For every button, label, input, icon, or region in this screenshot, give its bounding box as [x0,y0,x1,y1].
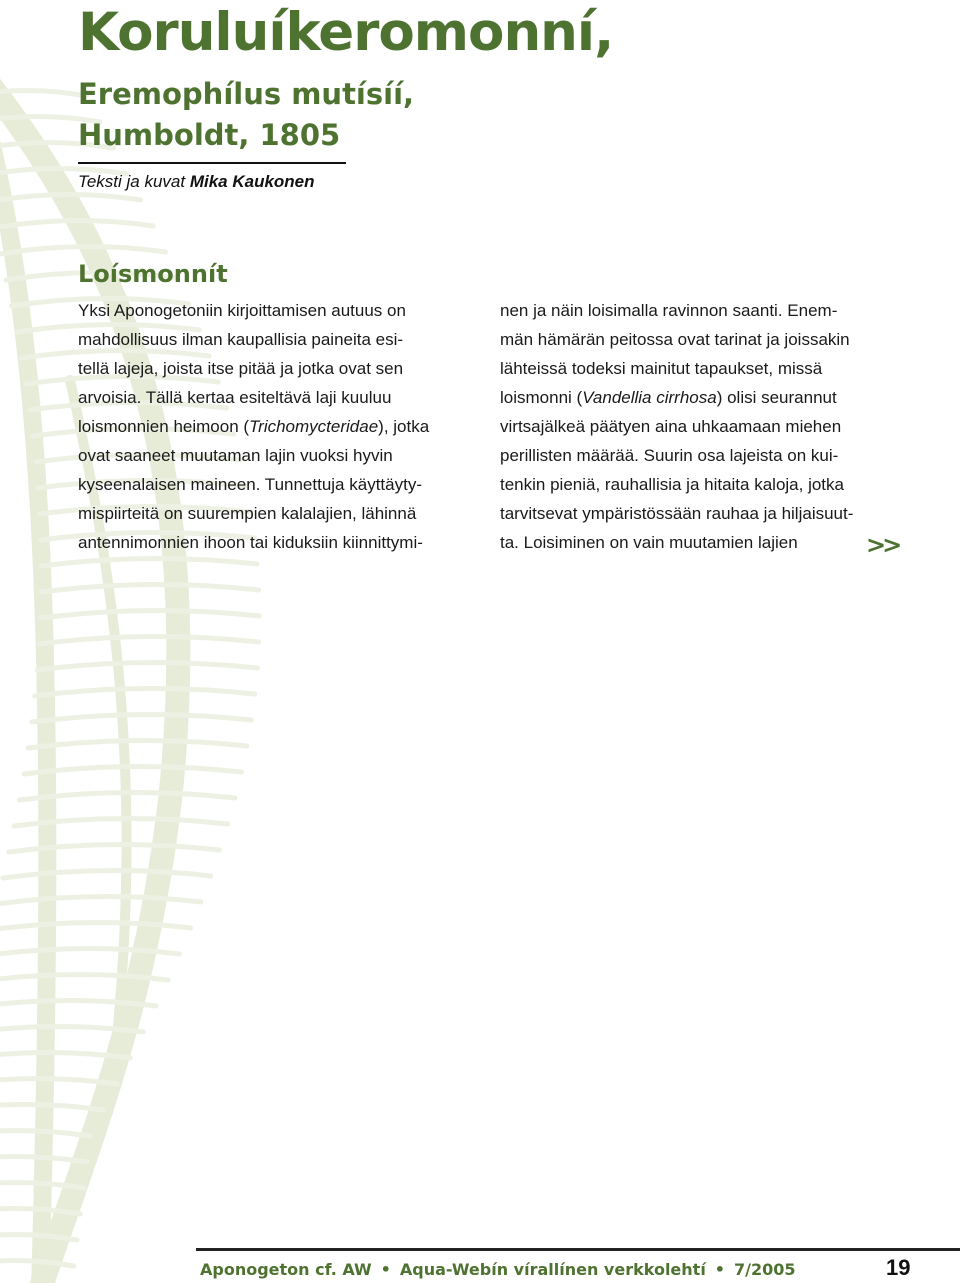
leaf-vein [41,558,257,566]
text-line: tarvitsevat ympäristössään rauhaa ja hiljaisuut- [500,504,854,523]
text-line: ovat saaneet muutaman lajin vuoksi hyvin [78,446,393,465]
leaf-vein [0,1260,74,1268]
article-subtitle [78,74,414,156]
text-line: ta. Loisiminen on vain muutamien lajien [500,533,798,552]
text-line [500,383,853,412]
bullet-separator: • [714,1260,726,1279]
leaf-vein [0,1182,84,1190]
text-line: antennimonnien ihoon tai kiduksiin kiinnittymi- [78,533,423,552]
title-divider [78,162,346,164]
leaf-vein [0,194,140,202]
section-heading: Loísmonnít [78,260,228,288]
text-span: loismonni ( [500,388,583,407]
leaf-vein [37,662,257,670]
leaf-vein [0,1026,143,1034]
footer-issue: 7/2005 [734,1260,796,1279]
body-column-left [78,296,429,557]
leaf-vein [41,610,260,618]
leaf-vein [19,792,235,800]
page-number: 19 [886,1255,911,1280]
leaf-vein [0,1234,77,1242]
text-line: tenkin pieniä, rauhallisia ja hitaita kaloja, jotka [500,475,844,494]
text-line: Yksi Aponogetoniin kirjoittamisen autuus on [78,301,406,320]
leaf-vein [0,1104,103,1112]
text-line: arvoisia. Tällä kertaa esiteltävä laji kuuluu [78,388,392,407]
leaf-vein [14,818,227,826]
leaf-vein [41,584,258,592]
leaf-vein [0,948,180,956]
footer-magazine: Aponogeton cf. AW [200,1260,372,1279]
leaf-vein [32,714,252,722]
footer-divider [196,1248,960,1251]
text-span: ), jotka [378,417,430,436]
leaf-vein [0,246,166,254]
text-line: kyseenalaisen maineen. Tunnettuja käyttäyty- [78,475,422,494]
author-year: Humboldt, 1805 [78,118,341,152]
text-line: nen ja näin loisimalla ravinnon saanti. Enem- [500,301,838,320]
text-line: perillisten määrää. Suurin osa lajeista on kui- [500,446,839,465]
leaf-vein [28,740,247,748]
leaf-vein [24,766,241,774]
text-span: ) olisi seurannut [716,388,837,407]
family-name-italic: Trichomycteridae [249,417,379,436]
leaf-vein [0,1130,90,1138]
double-chevron-right-icon: >> [866,531,899,559]
text-line: mahdollisuus ilman kaupallisia paineita esi- [78,330,404,349]
footer-description: Aqua-Webín vírallínen verkkolehtí [399,1260,706,1279]
leaf-vein [0,1052,130,1060]
article-title: Koruluíkeromonní, [78,2,614,63]
text-line: mispiirteitä on suurempien kalalajien, lähinnä [78,504,417,523]
leaf-vein [3,870,211,878]
leaf-vein [0,1208,80,1216]
leaf-vein [39,636,259,644]
leaf-vein [0,1156,87,1164]
leaf-vein [0,90,86,98]
byline-author: Mika Kaukonen [189,172,315,191]
leaf-vein [0,1078,117,1086]
leaf-vein [0,922,191,930]
leaf-vein [0,896,201,904]
text-line [78,412,429,441]
text-line: virtsajälkeä päätyen aina uhkaamaan miehen [500,417,842,436]
leaf-vein [0,974,168,982]
byline [78,172,315,192]
text-line: män hämärän peitossa ovat tarinat ja joissakin [500,330,850,349]
leaf-vein [9,844,220,852]
text-line: tellä lajeja, joista itse pitää ja jotka ovat sen [78,359,404,378]
species-name-italic: Vandellia cirrhosa [582,388,717,407]
text-line: lähteissä todeksi mainitut tapaukset, missä [500,359,823,378]
text-span: loismonnien heimoon ( [78,417,250,436]
bullet-separator: • [380,1260,391,1279]
footer-publication [200,1260,796,1279]
scientific-name: Eremophílus mutísíí, [78,77,415,111]
byline-prefix: Teksti ja kuvat [78,172,186,191]
leaf-vein [35,688,255,696]
body-column-right [500,296,853,557]
leaf-vein [0,220,153,228]
leaf-vein [0,1000,156,1008]
